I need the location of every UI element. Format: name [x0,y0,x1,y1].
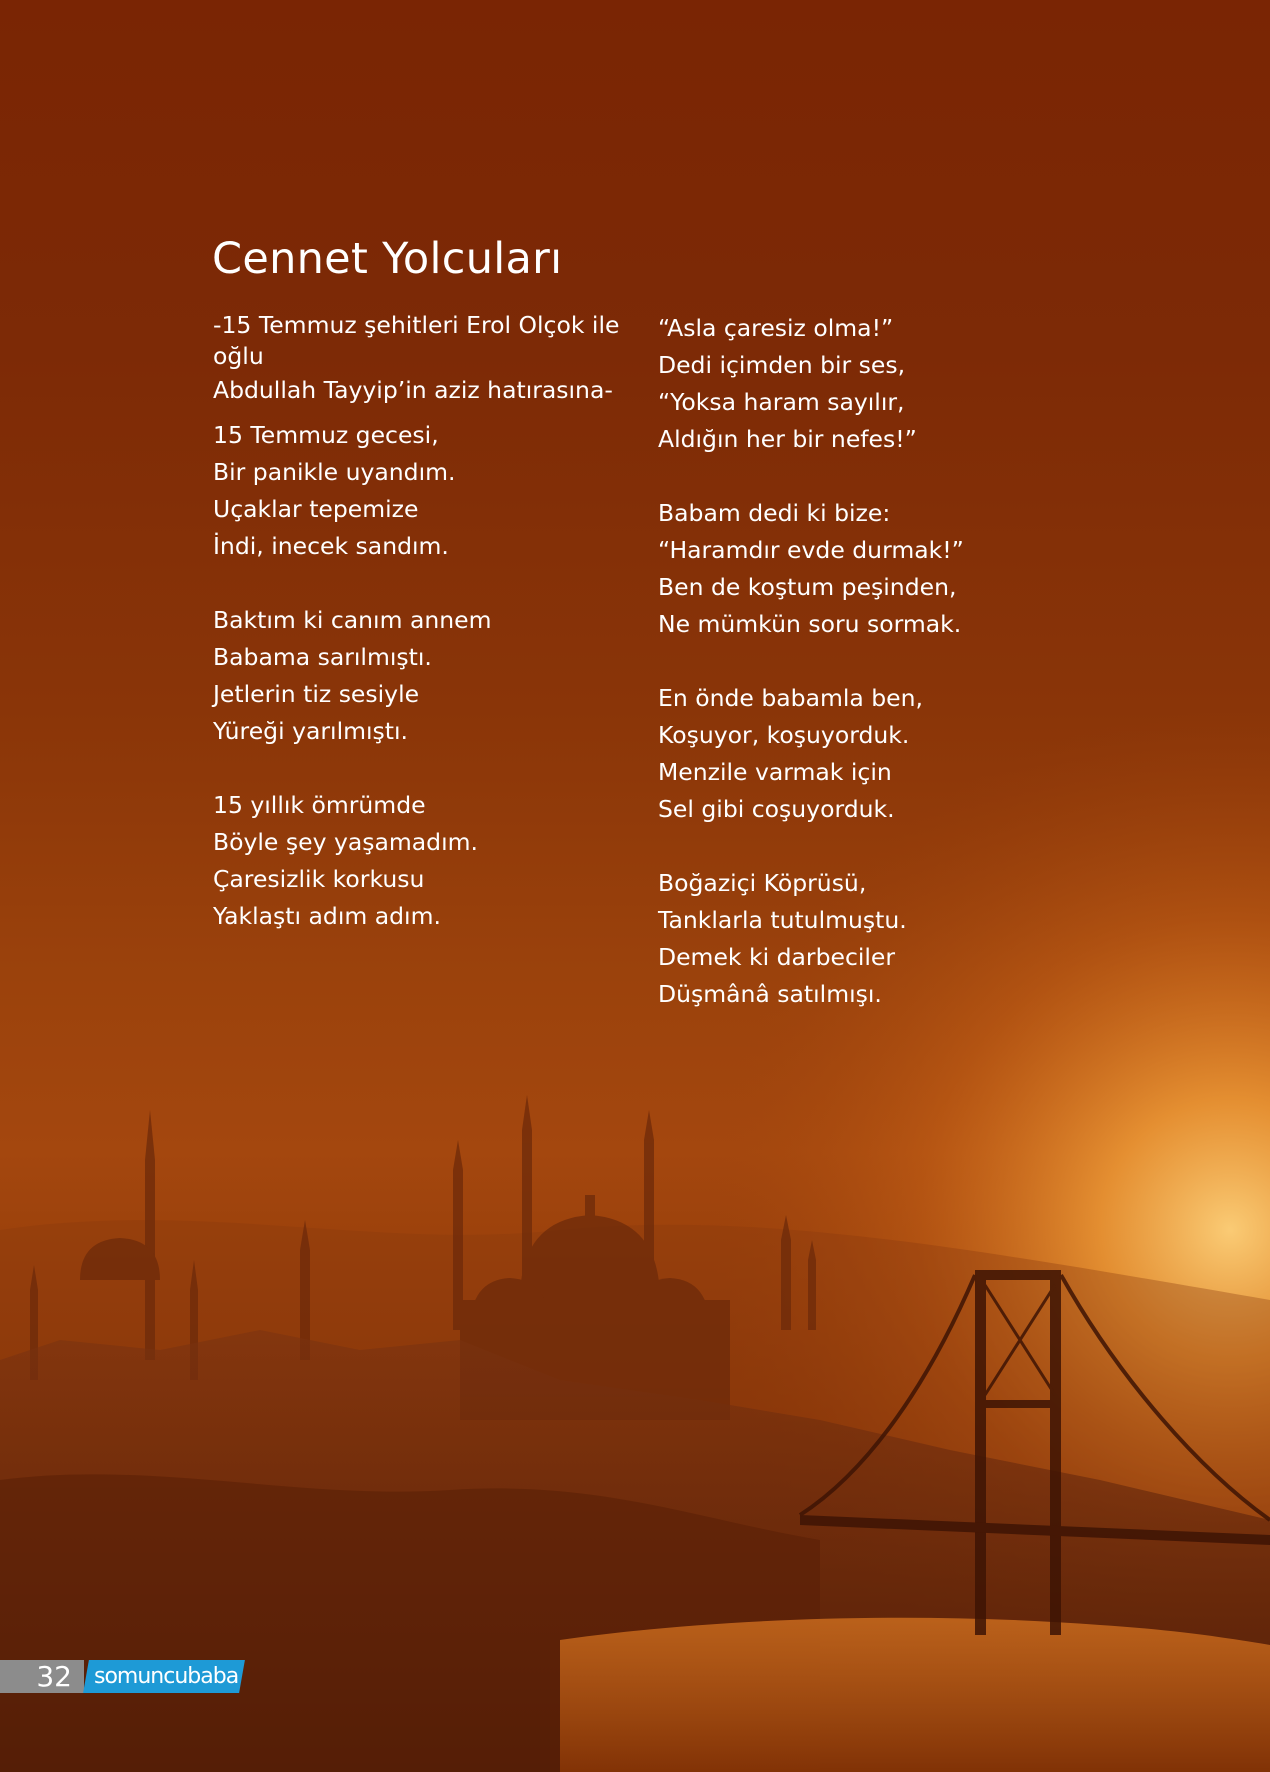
verse-line: “Yoksa haram sayılır, [658,388,905,416]
verse-line: Aldığın her bir nefes!” [658,425,917,453]
brand-text: somuncubaba [94,1664,239,1689]
verse-line: Ben de koştum peşinden, [658,573,957,601]
verse-line: Dedi içimden bir ses, [658,351,906,379]
verse-line: İndi, inecek sandım. [213,532,449,560]
dedication-line: Abdullah Tayyip’in aziz hatırasına- [213,376,613,404]
verse-line: En önde babamla ben, [658,684,923,712]
stanza [658,310,1078,458]
verse-line: 15 Temmuz gecesi, [213,421,439,449]
verse-line: Babam dedi ki bize: [658,499,891,527]
magazine-brand-logo [83,1660,245,1693]
poem-column-right [658,310,1078,1050]
verse-line: Bir panikle uyandım. [213,458,456,486]
verse-line: “Haramdır evde durmak!” [658,536,964,564]
dedication-line: -15 Temmuz şehitleri Erol Olçok ile oğlu [213,311,620,370]
stanza [213,602,633,750]
verse-line: Boğaziçi Köprüsü, [658,869,867,897]
stanza [213,417,633,565]
verse-line: Menzile varmak için [658,758,892,786]
verse-line: Sel gibi coşuyorduk. [658,795,895,823]
verse-line: Ne mümkün soru sormak. [658,610,962,638]
poem-column-left [213,310,633,972]
stanza [658,495,1078,643]
poem-dedication [213,310,633,409]
stanza [658,680,1078,828]
page-number: 32 [0,1660,84,1693]
stanza [213,787,633,935]
page-footer [0,1660,242,1693]
poem-title: Cennet Yolcuları [212,234,563,284]
verse-line: Koşuyor, koşuyorduk. [658,721,910,749]
verse-line: Böyle şey yaşamadım. [213,828,478,856]
verse-line: Baktım ki canım annem [213,606,492,634]
verse-line: Çaresizlik korkusu [213,865,425,893]
verse-line: Yaklaştı adım adım. [213,902,441,930]
verse-line: Düşmânâ satılmışı. [658,980,882,1008]
verse-line: 15 yıllık ömrümde [213,791,426,819]
verse-line: Demek ki darbeciler [658,943,896,971]
verse-line: Babama sarılmıştı. [213,643,432,671]
verse-line: Tanklarla tutulmuştu. [658,906,907,934]
verse-line: “Asla çaresiz olma!” [658,314,894,342]
verse-line: Jetlerin tiz sesiyle [213,680,420,708]
verse-line: Yüreği yarılmıştı. [213,717,408,745]
stanza [658,865,1078,1013]
verse-line: Uçaklar tepemize [213,495,419,523]
